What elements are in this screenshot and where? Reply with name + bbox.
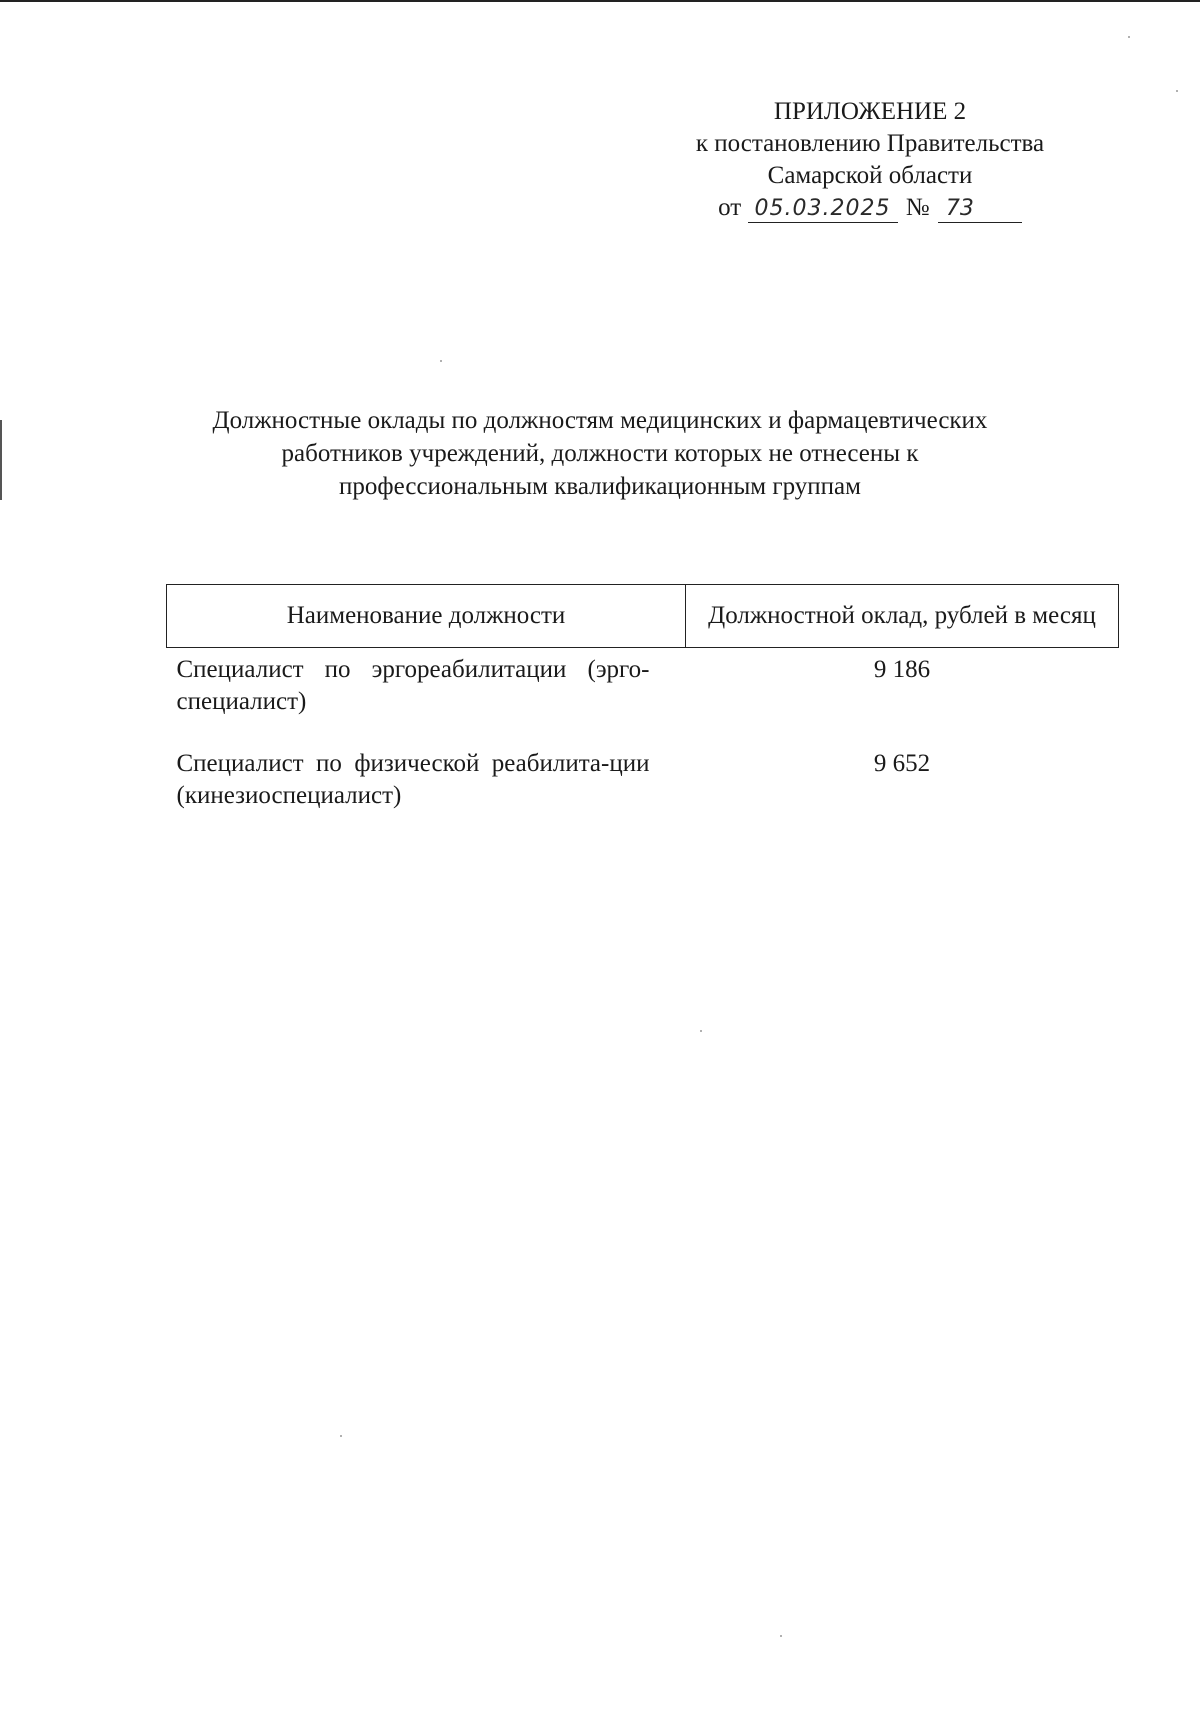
salary-table — [166, 584, 1119, 818]
column-header-salary: Должностной оклад, рублей в месяц — [686, 585, 1119, 648]
table-header-row — [167, 585, 1119, 648]
appendix-header — [640, 96, 1100, 224]
table-row — [167, 748, 1119, 818]
appendix-title: ПРИЛОЖЕНИЕ 2 — [773, 98, 967, 125]
appendix-date-line — [640, 192, 1100, 224]
appendix-resolution-line: к постановлению Правительства — [695, 130, 1045, 157]
position-name-cell: Специалист по физической реабилита-ции (кинезиоспециалист) — [176, 750, 650, 809]
table-row — [167, 648, 1119, 749]
scan-speck — [780, 1635, 782, 1637]
scan-speck — [700, 1030, 702, 1032]
date-prefix: от — [718, 194, 742, 221]
scan-speck — [340, 1435, 342, 1437]
scan-speck — [440, 360, 442, 362]
salary-value-cell: 9 186 — [873, 656, 931, 683]
scan-edge-top — [0, 0, 1200, 2]
document-title-line-2: работников учреждений, должности которых не отнесены к — [281, 440, 919, 467]
number-sign: № — [905, 194, 930, 221]
position-name-cell: Специалист по эргореабилитации (эрго-специалист) — [176, 656, 650, 715]
scan-speck — [1176, 90, 1178, 92]
column-header-position: Наименование должности — [167, 585, 686, 648]
handwritten-date: 05.03.2025 — [748, 196, 898, 223]
appendix-region-line: Самарской области — [767, 162, 973, 189]
scan-speck — [1128, 36, 1130, 38]
salary-table-wrapper — [166, 584, 1118, 818]
document-title — [150, 404, 1050, 503]
salary-value-cell: 9 652 — [873, 750, 931, 777]
scan-edge-left — [0, 420, 2, 500]
handwritten-number: 73 — [938, 196, 1022, 223]
document-title-line-1: Должностные оклады по должностям медицинских и фармацевтических — [212, 407, 988, 434]
document-title-line-3: профессиональным квалификационным группам — [339, 473, 861, 500]
